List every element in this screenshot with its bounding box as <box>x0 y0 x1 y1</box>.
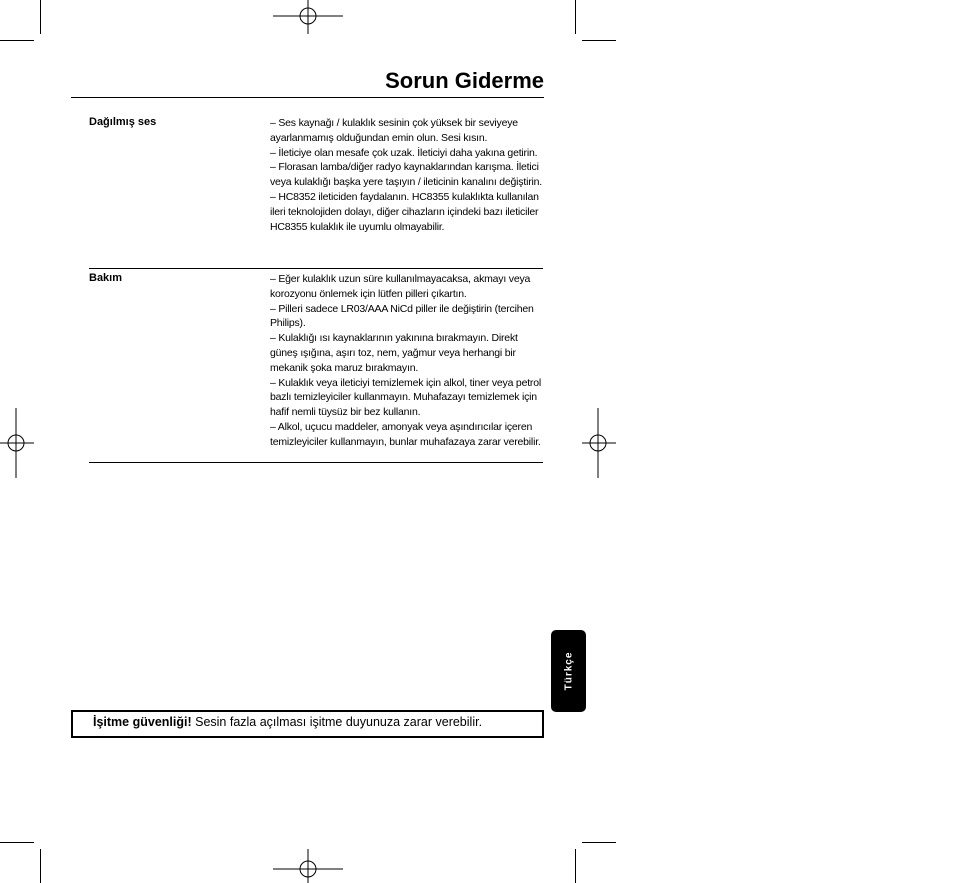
title-rule <box>71 97 544 98</box>
list-item: – Ses kaynağı / kulaklık sesinin çok yüksek bir seviyeye ayarlanmamış olduğundan emin olun. Sesi kısın. <box>270 117 518 144</box>
crop-mark <box>582 40 616 41</box>
list-item: – Alkol, uçucu maddeler, amonyak veya aşındırıcılar içeren temizleyiciler kullanmayın, bunlar muhafazaya zarar verebilir. <box>270 420 541 448</box>
hearing-safety-warning <box>71 710 544 738</box>
crop-mark <box>40 849 41 883</box>
crop-mark <box>582 842 616 843</box>
list-item: – Kulaklık veya ileticiyi temizlemek için alkol, tiner veya petrol bazlı temizleyiciler kullanmayın. Muhafazayı temizlemek için hafif nemli tüysüz bir bez kullanın. <box>270 376 541 419</box>
warning-body: Sesin fazla açılması işitme duyunuza zarar verebilir. <box>191 715 483 729</box>
language-tab-label: Türkçe <box>563 651 574 691</box>
section-label: Bakım <box>89 272 123 284</box>
crop-mark <box>575 0 576 34</box>
registration-mark-icon <box>582 408 616 478</box>
section-body <box>270 272 543 450</box>
warning-heading: İşitme güvenliği! <box>93 715 192 729</box>
registration-mark-icon <box>273 0 343 34</box>
list-item: – Kulaklığı ısı kaynaklarının yakınına bırakmayın. Direkt güneş ışığına, aşırı toz, nem, yağmur veya herhangi bir mekanik şoka maruz bırakmayın. <box>270 332 518 374</box>
crop-mark <box>575 849 576 883</box>
registration-mark-icon <box>273 849 343 883</box>
page-title: Sorun Giderme <box>385 68 544 93</box>
list-item: – Eğer kulaklık uzun süre kullanılmayacaksa, akmayı veya korozyonu önlemek için lütfen pilleri çıkartın. <box>270 273 531 300</box>
crop-mark <box>40 0 41 34</box>
crop-mark <box>0 842 34 843</box>
section-body <box>270 116 543 234</box>
list-item: – İleticiye olan mesafe çok uzak. İleticiyi daha yakına getirin. <box>270 146 538 159</box>
language-tab <box>551 630 586 712</box>
section-label: Dağılmış ses <box>89 116 157 128</box>
list-item: – HC8352 ileticiden faydalanın. HC8355 kulaklıkta kullanılan ileri teknolojiden dolayı, diğer cihazların içindeki bazı ileticiler HC8355 kulaklık ile uyumlu olmayabilir. <box>270 190 539 233</box>
warning-text <box>93 715 482 729</box>
crop-mark <box>0 40 34 41</box>
list-item: – Florasan lamba/diğer radyo kaynaklarından karışma. İletici veya kulaklığı başka yere taşıyın / ileticinin kanalını değiştirin. <box>270 161 542 189</box>
registration-mark-icon <box>0 408 34 478</box>
section-divider <box>89 268 543 269</box>
list-item: – Pilleri sadece LR03/AAA NiCd piller ile değiştirin (tercihen Philips). <box>270 302 534 330</box>
section-divider <box>89 462 543 463</box>
